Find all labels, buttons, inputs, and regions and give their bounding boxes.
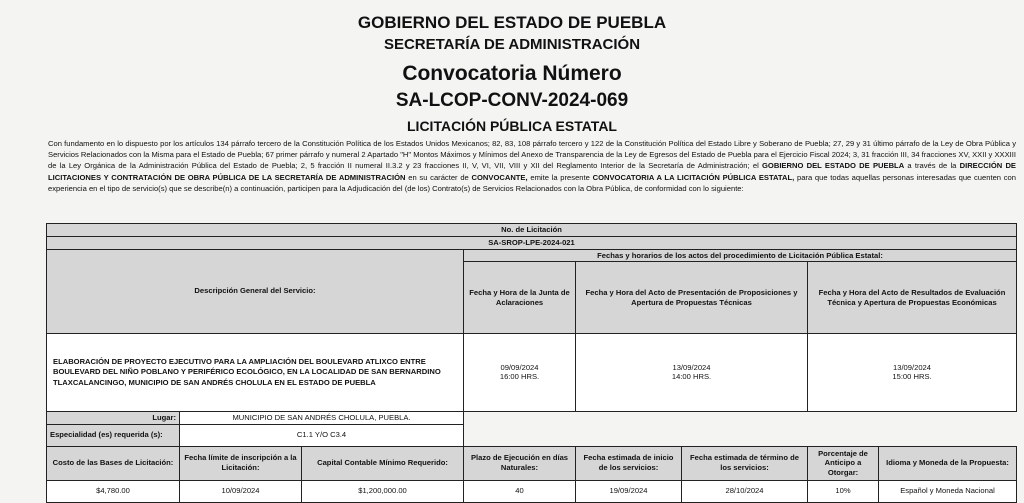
idioma-moneda-value: Español y Moneda Nacional	[879, 480, 1017, 502]
intro-bold-2: DIRECCIÓN DE LICITACIONES Y CONTRATACIÓN DE OBRA PÚBLICA DE LA SECRETARÍA DE ADMINISTRACIÓN	[48, 161, 1017, 182]
fecha-header-presentacion: Fecha y Hora del Acto de Presentación de Proposiciones y Apertura de Propuestas Técnicas	[576, 262, 808, 334]
descripcion-servicio: ELABORACIÓN DE PROYECTO EJECUTIVO PARA LA AMPLIACIÓN DEL BOULEVARD ATLIXCO ENTRE BOULEVARD DEL NIÑO POBLANO Y PERIFÉRICO ECOLÓGICO, EN LA LOCALIDAD DE SAN BERNARDINO TLAXCALANCINGO, MUNICIPIO DE SAN ANDRÉS CHOLULA EN EL ESTADO DE PUEBLA	[47, 333, 464, 411]
fecha-header-junta: Fecha y Hora de la Junta de Aclaraciones	[464, 262, 576, 334]
especialidad-value: C1.1 Y/O C3.4	[180, 424, 464, 446]
intro-bold-4: CONVOCATORIA A LA LICITACIÓN PÚBLICA ESTATAL,	[592, 172, 795, 182]
fecha-junta	[464, 333, 576, 411]
intro-text-5: para que todas aquellas personas interesadas que cuenten con experiencia en el tipo de servicio(s) que se describe(n) a continuación, participen para la Adjudicación del (de los) Contrato(s) de Servicios Relacionados con la Obra Pública, de conformidad con lo siguiente:	[48, 172, 1016, 193]
secretaria-title: SECRETARÍA DE ADMINISTRACIÓN	[383, 36, 641, 53]
fecha-presentacion-time: 14:00 HRS.	[671, 372, 712, 382]
gobierno-title: GOBIERNO DEL ESTADO DE PUEBLA	[357, 13, 667, 32]
fecha-junta-date: 09/09/2024	[500, 362, 539, 372]
intro-text-4: emite la presente	[527, 172, 593, 182]
fecha-presentacion-date: 13/09/2024	[672, 362, 711, 372]
fecha-termino-header: Fecha estimada de término de los servicios:	[682, 446, 808, 480]
intro-bold-3: CONVOCANTE,	[471, 172, 528, 182]
descripcion-label: Descripción General del Servicio:	[47, 249, 464, 333]
fecha-resultados	[808, 333, 1017, 411]
lugar-value: MUNICIPIO DE SAN ANDRÉS CHOLULA, PUEBLA.	[180, 411, 464, 424]
costo-bases-value: $4,780.00	[47, 480, 180, 502]
licitacion-type: LICITACIÓN PÚBLICA ESTATAL	[407, 118, 617, 134]
intro-text-3: en su carácter de	[405, 172, 472, 182]
fecha-limite-header: Fecha límite de inscripción a la Licitación:	[180, 446, 302, 480]
no-licitacion-value: SA-SROP-LPE-2024-021	[47, 236, 1017, 249]
costo-bases-header: Costo de las Bases de Licitación:	[47, 446, 180, 480]
anticipo-value: 10%	[808, 480, 879, 502]
idioma-moneda-header: Idioma y Moneda de la Propuesta:	[879, 446, 1017, 480]
fecha-resultados-time: 15:00 HRS.	[892, 372, 932, 382]
lugar-label: Lugar:	[47, 411, 180, 424]
fechas-title: Fechas y horarios de los actos del procedimiento de Licitación Pública Estatal:	[464, 249, 1017, 262]
convocatoria-number: SA-LCOP-CONV-2024-069	[395, 90, 629, 111]
fecha-presentacion	[576, 333, 808, 411]
especialidad-label: Especialidad (es) requerida (s):	[47, 424, 180, 446]
intro-bold-1: GOBIERNO DEL ESTADO DE PUEBLA	[762, 161, 905, 171]
plazo-ejecucion-header: Plazo de Ejecución en días Naturales:	[464, 446, 576, 480]
capital-contable-header: Capital Contable Mínimo Requerido:	[302, 446, 464, 480]
licitacion-table	[46, 223, 1017, 503]
capital-contable-value: $1,200,000.00	[302, 480, 464, 502]
fecha-resultados-date: 13/09/2024	[893, 362, 932, 372]
intro-text-1: Con fundamento en lo dispuesto por los artículos 134 párrafo tercero de la Constitución Política de los Estados Unidos Mexicanos; 82, 83, 108 párrafo tercero y 122 de la Constitución Política del Estado Libre y Soberano de Puebla; 27, 29 y 31 último párrafo de la Ley de Obra Pública y Servicios Relacionados con la Misma para el Estado de Puebla; 67 primer párrafo y numeral 2 Apartado "H" Montos Máximos y Mínimos del Anexo de Transparencia de la Ley de Egresos del Estado de Puebla para el Ejercicio Fiscal 2024; 3, 31 fracción III, 34 fracciones XV, XXII y XXXIII de la Ley Orgánica de la Administración Pública del Estado de Puebla; 2, 5 fracción II numeral II.3.2 y 23 fracciones II, V, VI, VII, VIII y XII del Reglamento Interior de la Secretaría de Administración; el	[48, 139, 1016, 171]
fecha-limite-value: 10/09/2024	[180, 480, 302, 502]
fecha-junta-time: 16:00 HRS.	[499, 372, 540, 382]
fecha-header-resultados: Fecha y Hora del Acto de Resultados de Evaluación Técnica y Apertura de Propuestas Económicas	[808, 262, 1017, 334]
convocatoria-label: Convocatoria Número	[402, 62, 622, 85]
legal-paragraph	[48, 138, 1016, 194]
anticipo-header: Porcentaje de Anticipo a Otorgar:	[808, 446, 879, 480]
fecha-termino-value: 28/10/2024	[682, 480, 808, 502]
intro-text-2: a través de la	[904, 161, 960, 171]
fecha-inicio-header: Fecha estimada de inicio de los servicios:	[576, 446, 682, 480]
fecha-inicio-value: 19/09/2024	[576, 480, 682, 502]
plazo-ejecucion-value: 40	[464, 480, 576, 502]
no-licitacion-label: No. de Licitación	[47, 224, 1017, 237]
